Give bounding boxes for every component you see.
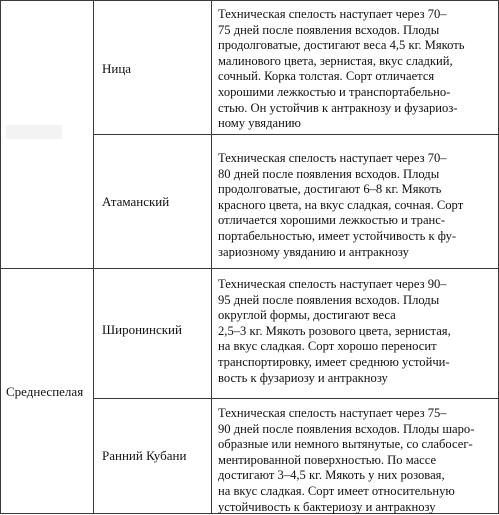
description-line: зариозному увяданию и антракнозу bbox=[218, 244, 409, 259]
description-line: хорошими лежкостью и транспортабельно- bbox=[218, 84, 451, 99]
description-line: Техническая спелость наступает через 90– bbox=[218, 277, 447, 291]
description-line: портабельностью, имеет устойчивость к фу- bbox=[218, 228, 457, 243]
description-line: транспортировку, имеет среднюю устойчи- bbox=[218, 354, 450, 369]
description-line: ному увяданию bbox=[218, 116, 301, 131]
description-line: Техническая спелость наступает через 70– bbox=[218, 7, 447, 21]
description-line: сочный. Корка толстая. Сорт отличается bbox=[218, 69, 435, 84]
column-divider-2 bbox=[211, 0, 212, 514]
variety-description bbox=[218, 151, 463, 260]
variety-name: Ранний Кубани bbox=[102, 448, 187, 463]
table-border-left bbox=[0, 0, 1, 514]
description-line: продолговатые, достигают веса 4,5 кг. Мякоть bbox=[218, 38, 465, 53]
description-line: достигают 3–4,5 кг. Мякоть у них розовая, bbox=[218, 468, 445, 483]
description-line: малинового цвета, зернистая, вкус сладкий, bbox=[218, 53, 453, 68]
description-line: 90 дней после появления всходов. Плоды шаро- bbox=[218, 421, 475, 436]
column-divider-1 bbox=[93, 0, 94, 514]
description-line: 95 дней после появления всходов. Плоды bbox=[218, 292, 440, 307]
variety-name: Ница bbox=[102, 61, 132, 76]
variety-name: Широнинский bbox=[102, 322, 182, 337]
row-divider-3 bbox=[93, 398, 499, 399]
variety-description bbox=[218, 277, 451, 386]
description-line: на вкус сладкая. Сорт хорошо переносит bbox=[218, 339, 437, 354]
variety-name: Атаманский bbox=[102, 194, 170, 209]
description-line: красного цвета, на вкус сладкая, сочная. Сорт bbox=[218, 197, 464, 212]
description-line: стью. Он устойчив к антракнозу и фузариоз- bbox=[218, 100, 458, 115]
description-line: образные или немного вытянутые, со слабосег- bbox=[218, 437, 473, 452]
description-line: 75 дней после появления всходов. Плоды bbox=[218, 22, 440, 37]
row-divider-1 bbox=[93, 134, 499, 135]
table-border-top bbox=[0, 0, 499, 1]
variety-description bbox=[218, 7, 465, 132]
description-line: 2,5–3 кг. Мякоть розового цвета, зернистая, bbox=[218, 323, 451, 338]
description-line: Техническая спелость наступает через 70– bbox=[218, 151, 447, 165]
description-line: продолговатые, достигают 6–8 кг. Мякоть bbox=[218, 182, 442, 197]
variety-description bbox=[218, 406, 474, 515]
group-label-mid-season: Среднеспелая bbox=[6, 384, 84, 399]
description-line: ментированной поверхностью. По массе bbox=[218, 452, 437, 467]
description-line: 80 дней после появления всходов. Плоды bbox=[218, 166, 440, 181]
description-line: вость к фузариозу и антракнозу bbox=[218, 370, 388, 385]
row-divider-2 bbox=[0, 268, 499, 269]
description-line: на вкус сладкая. Сорт имеет относительную bbox=[218, 483, 455, 498]
description-line: отличается хорошими лежкостью и транс- bbox=[218, 213, 446, 228]
description-line: Техническая спелость наступает через 75– bbox=[218, 406, 447, 420]
faint-stamp-mark bbox=[6, 125, 62, 139]
description-line: устойчивость к бактериозу и антракнозу bbox=[218, 499, 436, 514]
description-line: округлой формы, достигают веса bbox=[218, 308, 396, 323]
